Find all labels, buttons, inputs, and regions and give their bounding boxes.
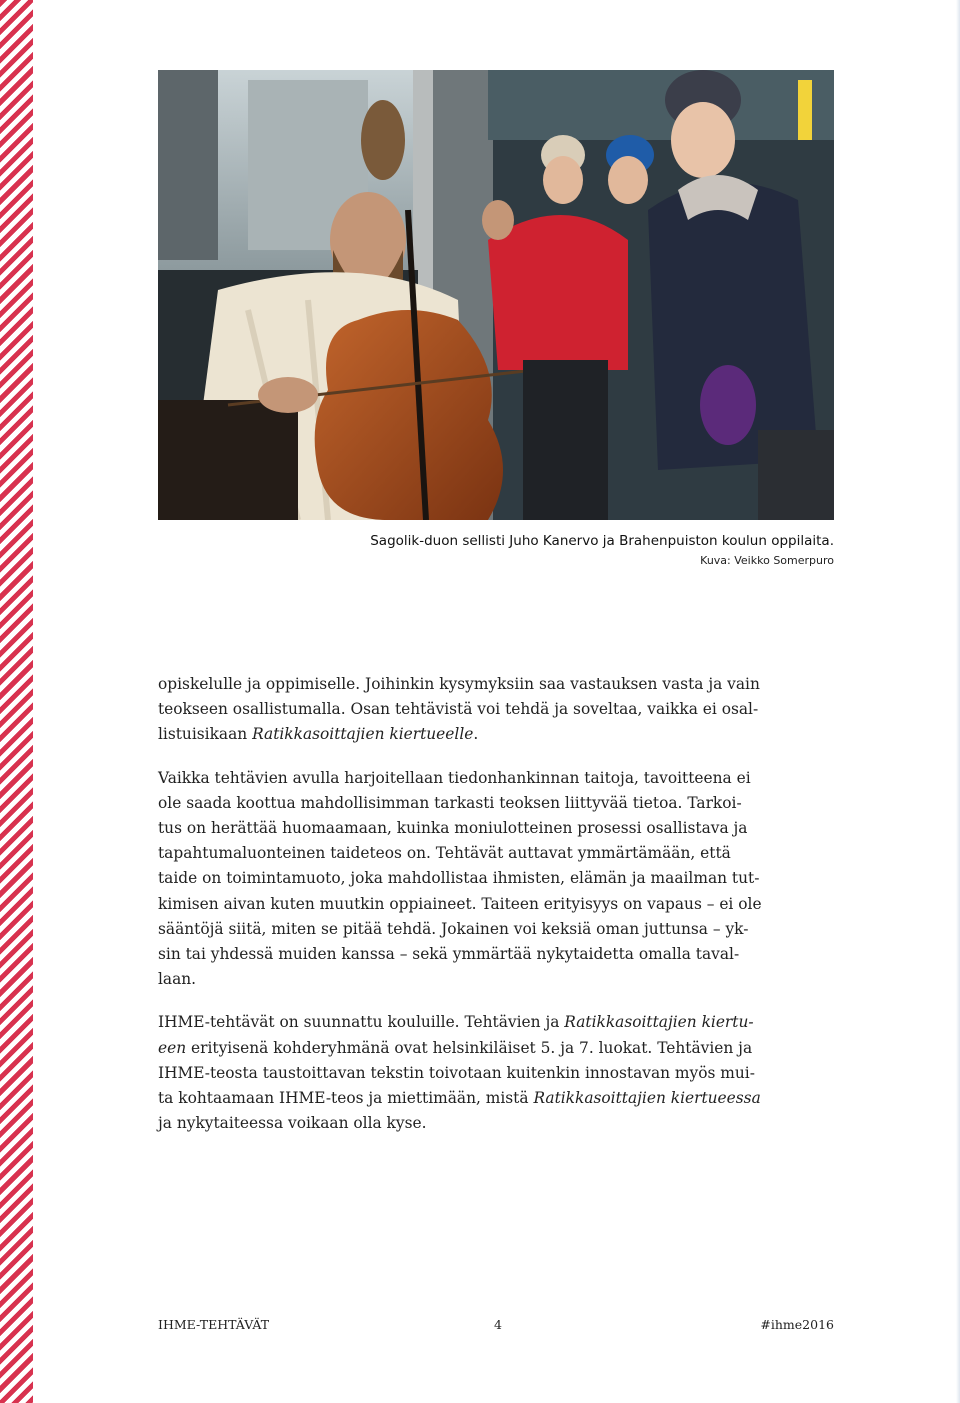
text-line <box>158 697 834 722</box>
text-line <box>158 1111 834 1136</box>
text-segment: ole saada koottua mahdollisimman tarkasti teoksen liittyvää tietoa. Tarkoi- <box>158 793 742 812</box>
footer-hashtag: #ihme2016 <box>760 1317 834 1332</box>
page-number: 4 <box>494 1317 502 1332</box>
page-edge <box>956 0 960 1403</box>
text-line <box>158 816 834 841</box>
text-segment: ta kohtaamaan IHME-teos ja miettimään, mistä <box>158 1089 534 1108</box>
italic-title-text: Ratikkasoittajien kiertueessa <box>533 1089 761 1108</box>
text-line <box>158 841 834 866</box>
photo-cellist-with-students <box>158 70 834 520</box>
text-segment: taide on toimintamuoto, joka mahdollistaa ihmisten, elämän ja maailman tut- <box>158 869 760 888</box>
italic-title-text: Ratikkasoittajien kiertueelle <box>252 725 474 744</box>
text-segment: Vaikka tehtävien avulla harjoitellaan tiedonhankinnan taitoja, tavoitteena ei <box>158 768 751 787</box>
text-segment: IHME-teosta taustoittavan tekstin toivotaan kuitenkin innostavan myös mui- <box>158 1063 755 1082</box>
text-segment: sin tai yhdessä muiden kanssa – sekä ymmärtää nykytaidetta omalla taval- <box>158 945 740 964</box>
italic-title-text: een <box>158 1038 187 1057</box>
text-line <box>158 967 834 992</box>
text-segment: IHME-tehtävät on suunnattu kouluille. Tehtävien ja <box>158 1013 565 1032</box>
text-line <box>158 672 834 697</box>
photo-illustration <box>158 70 834 520</box>
paragraph <box>158 672 834 748</box>
text-line <box>158 1010 834 1035</box>
text-segment: . <box>473 725 479 744</box>
text-line <box>158 892 834 917</box>
photo-caption <box>370 530 834 570</box>
text-segment: sääntöjä siitä, miten se pitää tehdä. Jokainen voi keksiä oman juttunsa – yk- <box>158 919 749 938</box>
text-segment: teokseen osallistumalla. Osan tehtävistä voi tehdä ja soveltaa, vaikka ei osal- <box>158 700 759 719</box>
text-line <box>158 1061 834 1086</box>
paragraph <box>158 1010 834 1136</box>
page-footer <box>158 1317 834 1337</box>
text-line <box>158 791 834 816</box>
text-line <box>158 866 834 891</box>
text-segment: opiskelulle ja oppimiselle. Joihinkin kysymyksiin saa vastauksen vasta ja vain <box>158 675 760 693</box>
text-line <box>158 1036 834 1061</box>
text-line <box>158 766 834 791</box>
text-segment: erityisenä kohderyhmänä ovat helsinkiläiset 5. ja 7. luokat. Tehtävien ja <box>186 1038 753 1057</box>
decorative-stripe-border <box>0 0 33 1403</box>
text-segment: ja nykytaiteessa voikaan olla kyse. <box>158 1114 427 1133</box>
text-line <box>158 917 834 942</box>
text-segment: tus on herättää huomaamaan, kuinka moniulotteinen prosessi osallistava ja <box>158 819 748 838</box>
text-segment: kimisen aivan kuten muutkin oppiaineet. Taiteen erityisyys on vapaus – ei ole <box>158 894 762 913</box>
text-line <box>158 722 834 747</box>
paragraph <box>158 766 834 993</box>
text-line <box>158 942 834 967</box>
text-segment: tapahtumaluonteinen taideteos on. Tehtävät auttavat ymmärtämään, että <box>158 844 731 863</box>
body-text <box>158 672 834 1154</box>
photo-credit: Kuva: Veikko Somerpuro <box>700 554 834 567</box>
footer-title: IHME-TEHTÄVÄT <box>158 1317 270 1332</box>
text-line <box>158 1086 834 1111</box>
text-segment: laan. <box>158 970 197 989</box>
caption-text: Sagolik-duon sellisti Juho Kanervo ja Brahenpuiston koulun oppilaita. <box>370 533 834 549</box>
text-segment: listuisikaan <box>158 725 253 744</box>
italic-title-text: Ratikkasoittajien kiertu- <box>564 1013 754 1032</box>
